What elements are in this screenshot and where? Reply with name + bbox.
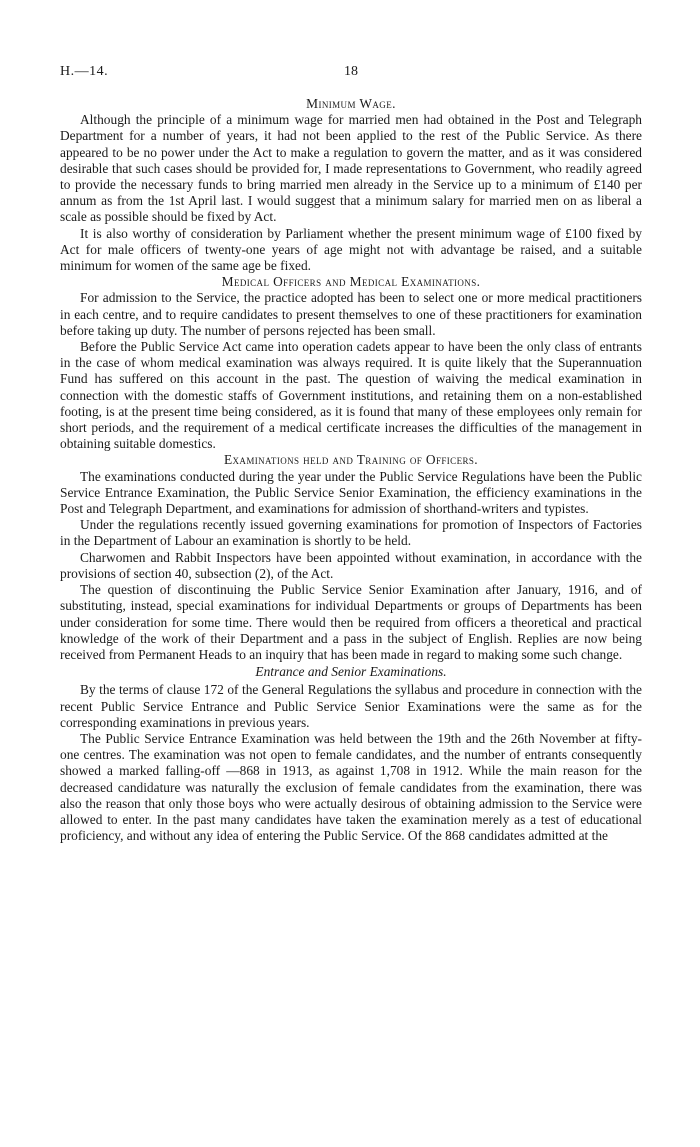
heading-examinations-training: Examinations held and Training of Officers. — [223, 452, 479, 468]
paragraph: The Public Service Entrance Examination was held between the 19th and the 26th November at fifty-one centres. The examination was not open to female candidates, and the number of entrants consequently showed a marked falling-off —868 in 1913, as against 1,708 in 1912. While the main reason for the decreased candidature was naturally the exclusion of female candidates from the examination, there was also the reason that only those boys who were actually desirous of obtaining admission to the Service were allowed to enter. In the past many candidates have taken the examination merely as a test of educational proficiency, and without any idea of entering the Public Service. Of the 868 candidates admitted at the — [60, 730, 642, 844]
section-code: H.—14. — [60, 64, 109, 79]
page-number: 18 — [344, 64, 358, 79]
subheading-entrance-senior: Entrance and Senior Examinations. — [255, 664, 447, 680]
paragraph: Under the regulations recently issued governing examinations for promotion of Inspectors of Factories in the Department of Labour an examination is shortly to be held. — [60, 517, 642, 549]
paragraph: By the terms of clause 172 of the General Regulations the syllabus and procedure in connection with the recent Public Service Entrance and Public Service Senior Examinations were the same as for the corresponding examinations in previous years. — [60, 682, 642, 730]
paragraph: Although the principle of a minimum wage for married men had obtained in the Post and Telegraph Department for a number of years, it had not been applied to the rest of the Public Service. As there appeared to be no power under the Act to make a regulation to govern the matter, and as it was considered desirable that such cases should be provided for, I made representations to Government, who readily agreed to provide the necessary funds to bring married men already in the Service up to a minimum of £140 per annum as from the 1st April last. I would suggest that a minimum salary for married men on as liberal a scale as possible should be fixed by Act. — [60, 112, 642, 225]
paragraph: Charwomen and Rabbit Inspectors have been appointed without examination, in accordance with the provisions of section 40, subsection (2), of the Act. — [60, 549, 642, 581]
paragraph: The question of discontinuing the Public Service Senior Examination after January, 1916, and of substituting, instead, special examinations for individual Departments or groups of Departments has been under consideration for some time. There would then be required from officers a theoretical and practical knowledge of the work of their Department and a pass in the subject of English. Replies are now being received from Permanent Heads to an inquiry that has been made in regard to making some such change. — [60, 582, 642, 662]
heading-minimum-wage: Minimum Wage. — [306, 96, 396, 111]
heading-medical-officers: Medical Officers and Medical Examinations. — [221, 274, 481, 290]
paragraph: It is also worthy of consideration by Parliament whether the present minimum wage of £100 fixed by Act for male officers of twenty-one years of age might not with advantage be raised, and a suitable minimum for women of the same age be fixed. — [60, 225, 642, 274]
paragraph: For admission to the Service, the practice adopted has been to select one or more medical practitioners in each centre, and to require candidates to present themselves to one of these practitioners for examination before taking up duty. The number of persons rejected has been small. — [60, 290, 642, 338]
page-header — [60, 64, 642, 82]
paragraph: The examinations conducted during the year under the Public Service Regulations have been the Public Service Entrance Examination, the Public Service Senior Examination, the efficiency examinations in the Post and Telegraph Department, and examinations for admission of shorthand-writers and typistes. — [60, 468, 642, 517]
page-body — [60, 96, 642, 844]
paragraph: Before the Public Service Act came into operation cadets appear to have been the only class of entrants in the case of whom medical examination was always required. It is quite likely that the Superannuation Fund has suffered on this account in the past. The question of waiving the medical examination in connection with the domestic staffs of Government institutions, and retaining them on a non-established footing, is at the present time being considered, as it is found that many of these employees only remain for short periods, and the requirement of a medical certificate increases the difficulties of the management in obtaining suitable domestics. — [60, 339, 642, 452]
